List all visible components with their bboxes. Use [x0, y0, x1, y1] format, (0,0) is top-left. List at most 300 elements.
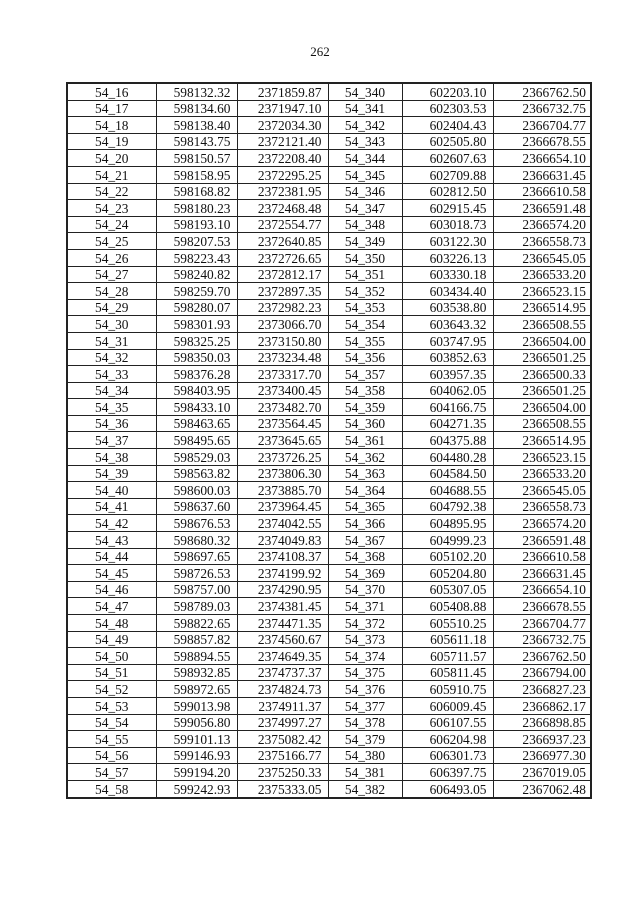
point-id-left-cell: 54_54 — [67, 714, 156, 731]
table-row — [67, 581, 591, 598]
x-coordinate-left-cell: 598223.43 — [156, 249, 237, 266]
y-coordinate-right-cell: 2366533.20 — [493, 465, 591, 482]
table-row — [67, 316, 591, 333]
point-id-left-cell: 54_47 — [67, 598, 156, 615]
point-id-left-cell: 54_57 — [67, 764, 156, 781]
x-coordinate-right-cell: 604584.50 — [402, 465, 493, 482]
x-coordinate-left-cell: 599013.98 — [156, 697, 237, 714]
x-coordinate-right-cell: 606397.75 — [402, 764, 493, 781]
x-coordinate-right-cell: 606009.45 — [402, 697, 493, 714]
table-row — [67, 117, 591, 134]
point-id-right-cell: 54_354 — [328, 316, 402, 333]
y-coordinate-right-cell: 2366678.55 — [493, 598, 591, 615]
x-coordinate-right-cell: 603226.13 — [402, 249, 493, 266]
x-coordinate-right-cell: 606493.05 — [402, 780, 493, 797]
point-id-right-cell: 54_361 — [328, 432, 402, 449]
x-coordinate-left-cell: 598301.93 — [156, 316, 237, 333]
y-coordinate-right-cell: 2366937.23 — [493, 731, 591, 748]
x-coordinate-right-cell: 604375.88 — [402, 432, 493, 449]
y-coordinate-right-cell: 2366827.23 — [493, 681, 591, 698]
x-coordinate-left-cell: 598134.60 — [156, 100, 237, 117]
x-coordinate-left-cell: 598180.23 — [156, 200, 237, 217]
point-id-left-cell: 54_19 — [67, 133, 156, 150]
table-row — [67, 747, 591, 764]
y-coordinate-right-cell: 2366523.15 — [493, 283, 591, 300]
point-id-left-cell: 54_41 — [67, 498, 156, 515]
table-row — [67, 731, 591, 748]
x-coordinate-right-cell: 605510.25 — [402, 615, 493, 632]
x-coordinate-right-cell: 603330.18 — [402, 266, 493, 283]
y-coordinate-right-cell: 2366898.85 — [493, 714, 591, 731]
x-coordinate-left-cell: 599056.80 — [156, 714, 237, 731]
x-coordinate-left-cell: 598433.10 — [156, 399, 237, 416]
point-id-right-cell: 54_379 — [328, 731, 402, 748]
table-row — [67, 399, 591, 416]
point-id-right-cell: 54_371 — [328, 598, 402, 615]
y-coordinate-left-cell: 2374911.37 — [237, 697, 328, 714]
y-coordinate-right-cell: 2366631.45 — [493, 565, 591, 582]
page-number: 262 — [310, 44, 330, 59]
x-coordinate-left-cell: 598726.53 — [156, 565, 237, 582]
x-coordinate-right-cell: 603643.32 — [402, 316, 493, 333]
table-row — [67, 283, 591, 300]
y-coordinate-left-cell: 2373066.70 — [237, 316, 328, 333]
point-id-right-cell: 54_362 — [328, 449, 402, 466]
point-id-right-cell: 54_360 — [328, 415, 402, 432]
point-id-right-cell: 54_381 — [328, 764, 402, 781]
point-id-right-cell: 54_358 — [328, 382, 402, 399]
point-id-right-cell: 54_352 — [328, 283, 402, 300]
y-coordinate-right-cell: 2366631.45 — [493, 166, 591, 183]
point-id-left-cell: 54_53 — [67, 697, 156, 714]
y-coordinate-left-cell: 2374649.35 — [237, 648, 328, 665]
y-coordinate-right-cell: 2366678.55 — [493, 133, 591, 150]
point-id-right-cell: 54_375 — [328, 664, 402, 681]
x-coordinate-left-cell: 598757.00 — [156, 581, 237, 598]
y-coordinate-left-cell: 2372812.17 — [237, 266, 328, 283]
x-coordinate-right-cell: 605307.05 — [402, 581, 493, 598]
point-id-right-cell: 54_372 — [328, 615, 402, 632]
y-coordinate-left-cell: 2374824.73 — [237, 681, 328, 698]
point-id-right-cell: 54_349 — [328, 233, 402, 250]
y-coordinate-left-cell: 2373645.65 — [237, 432, 328, 449]
y-coordinate-right-cell: 2366762.50 — [493, 648, 591, 665]
point-id-right-cell: 54_373 — [328, 631, 402, 648]
point-id-right-cell: 54_374 — [328, 648, 402, 665]
y-coordinate-right-cell: 2366508.55 — [493, 316, 591, 333]
x-coordinate-left-cell: 598676.53 — [156, 515, 237, 532]
point-id-left-cell: 54_48 — [67, 615, 156, 632]
x-coordinate-right-cell: 602812.50 — [402, 183, 493, 200]
y-coordinate-right-cell: 2366501.25 — [493, 382, 591, 399]
x-coordinate-right-cell: 602915.45 — [402, 200, 493, 217]
x-coordinate-left-cell: 598150.57 — [156, 150, 237, 167]
y-coordinate-left-cell: 2374049.83 — [237, 532, 328, 549]
y-coordinate-right-cell: 2366732.75 — [493, 631, 591, 648]
y-coordinate-right-cell: 2366610.58 — [493, 548, 591, 565]
x-coordinate-right-cell: 606301.73 — [402, 747, 493, 764]
point-id-left-cell: 54_45 — [67, 565, 156, 582]
y-coordinate-left-cell: 2372121.40 — [237, 133, 328, 150]
point-id-left-cell: 54_55 — [67, 731, 156, 748]
y-coordinate-left-cell: 2372208.40 — [237, 150, 328, 167]
y-coordinate-right-cell: 2366504.00 — [493, 399, 591, 416]
table-row — [67, 299, 591, 316]
point-id-right-cell: 54_378 — [328, 714, 402, 731]
x-coordinate-right-cell: 602404.43 — [402, 117, 493, 134]
y-coordinate-left-cell: 2373806.30 — [237, 465, 328, 482]
table-row — [67, 266, 591, 283]
point-id-left-cell: 54_51 — [67, 664, 156, 681]
point-id-left-cell: 54_21 — [67, 166, 156, 183]
y-coordinate-right-cell: 2367062.48 — [493, 780, 591, 797]
table-row — [67, 515, 591, 532]
x-coordinate-left-cell: 598789.03 — [156, 598, 237, 615]
y-coordinate-left-cell: 2372295.25 — [237, 166, 328, 183]
point-id-left-cell: 54_49 — [67, 631, 156, 648]
x-coordinate-left-cell: 598600.03 — [156, 482, 237, 499]
table-row — [67, 482, 591, 499]
point-id-right-cell: 54_356 — [328, 349, 402, 366]
table-row — [67, 349, 591, 366]
y-coordinate-left-cell: 2374290.95 — [237, 581, 328, 598]
table-row — [67, 615, 591, 632]
x-coordinate-right-cell: 605204.80 — [402, 565, 493, 582]
y-coordinate-right-cell: 2366591.48 — [493, 200, 591, 217]
point-id-left-cell: 54_46 — [67, 581, 156, 598]
point-id-right-cell: 54_365 — [328, 498, 402, 515]
y-coordinate-left-cell: 2375166.77 — [237, 747, 328, 764]
table-row — [67, 415, 591, 432]
point-id-right-cell: 54_380 — [328, 747, 402, 764]
x-coordinate-right-cell: 602303.53 — [402, 100, 493, 117]
y-coordinate-right-cell: 2366501.25 — [493, 349, 591, 366]
x-coordinate-right-cell: 605910.75 — [402, 681, 493, 698]
x-coordinate-left-cell: 598240.82 — [156, 266, 237, 283]
point-id-left-cell: 54_34 — [67, 382, 156, 399]
x-coordinate-left-cell: 598932.85 — [156, 664, 237, 681]
x-coordinate-left-cell: 598325.25 — [156, 332, 237, 349]
x-coordinate-right-cell: 605611.18 — [402, 631, 493, 648]
table-row — [67, 200, 591, 217]
table-row — [67, 697, 591, 714]
y-coordinate-right-cell: 2366762.50 — [493, 83, 591, 100]
y-coordinate-left-cell: 2374042.55 — [237, 515, 328, 532]
table-row — [67, 432, 591, 449]
point-id-left-cell: 54_56 — [67, 747, 156, 764]
y-coordinate-right-cell: 2366533.20 — [493, 266, 591, 283]
y-coordinate-right-cell: 2366977.30 — [493, 747, 591, 764]
x-coordinate-left-cell: 598350.03 — [156, 349, 237, 366]
x-coordinate-right-cell: 602203.10 — [402, 83, 493, 100]
y-coordinate-left-cell: 2374997.27 — [237, 714, 328, 731]
y-coordinate-right-cell: 2366591.48 — [493, 532, 591, 549]
point-id-right-cell: 54_350 — [328, 249, 402, 266]
y-coordinate-right-cell: 2366574.20 — [493, 515, 591, 532]
point-id-right-cell: 54_357 — [328, 366, 402, 383]
y-coordinate-left-cell: 2371947.10 — [237, 100, 328, 117]
y-coordinate-right-cell: 2366514.95 — [493, 432, 591, 449]
point-id-left-cell: 54_16 — [67, 83, 156, 100]
point-id-left-cell: 54_31 — [67, 332, 156, 349]
point-id-left-cell: 54_28 — [67, 283, 156, 300]
point-id-left-cell: 54_39 — [67, 465, 156, 482]
x-coordinate-left-cell: 598403.95 — [156, 382, 237, 399]
x-coordinate-right-cell: 604062.05 — [402, 382, 493, 399]
point-id-left-cell: 54_43 — [67, 532, 156, 549]
x-coordinate-left-cell: 598259.70 — [156, 283, 237, 300]
point-id-right-cell: 54_382 — [328, 780, 402, 797]
point-id-left-cell: 54_44 — [67, 548, 156, 565]
point-id-right-cell: 54_368 — [328, 548, 402, 565]
x-coordinate-right-cell: 603122.30 — [402, 233, 493, 250]
x-coordinate-left-cell: 598637.60 — [156, 498, 237, 515]
table-row — [67, 598, 591, 615]
point-id-left-cell: 54_30 — [67, 316, 156, 333]
y-coordinate-right-cell: 2366704.77 — [493, 615, 591, 632]
table-row — [67, 631, 591, 648]
y-coordinate-right-cell: 2366558.73 — [493, 498, 591, 515]
point-id-right-cell: 54_363 — [328, 465, 402, 482]
y-coordinate-left-cell: 2375333.05 — [237, 780, 328, 797]
table-row — [67, 249, 591, 266]
x-coordinate-left-cell: 598143.75 — [156, 133, 237, 150]
point-id-left-cell: 54_20 — [67, 150, 156, 167]
point-id-right-cell: 54_364 — [328, 482, 402, 499]
point-id-left-cell: 54_33 — [67, 366, 156, 383]
point-id-left-cell: 54_26 — [67, 249, 156, 266]
table-row — [67, 681, 591, 698]
y-coordinate-left-cell: 2372468.48 — [237, 200, 328, 217]
x-coordinate-left-cell: 598822.65 — [156, 615, 237, 632]
x-coordinate-left-cell: 598168.82 — [156, 183, 237, 200]
y-coordinate-left-cell: 2374108.37 — [237, 548, 328, 565]
y-coordinate-right-cell: 2366732.75 — [493, 100, 591, 117]
point-id-right-cell: 54_346 — [328, 183, 402, 200]
point-id-left-cell: 54_42 — [67, 515, 156, 532]
table-row — [67, 648, 591, 665]
table-row — [67, 714, 591, 731]
y-coordinate-right-cell: 2366514.95 — [493, 299, 591, 316]
point-id-right-cell: 54_347 — [328, 200, 402, 217]
point-id-left-cell: 54_52 — [67, 681, 156, 698]
point-id-left-cell: 54_50 — [67, 648, 156, 665]
y-coordinate-left-cell: 2372381.95 — [237, 183, 328, 200]
table-row — [67, 216, 591, 233]
y-coordinate-right-cell: 2367019.05 — [493, 764, 591, 781]
y-coordinate-left-cell: 2372034.30 — [237, 117, 328, 134]
y-coordinate-left-cell: 2373964.45 — [237, 498, 328, 515]
table-row — [67, 83, 591, 100]
point-id-right-cell: 54_341 — [328, 100, 402, 117]
x-coordinate-left-cell: 598972.65 — [156, 681, 237, 698]
y-coordinate-right-cell: 2366504.00 — [493, 332, 591, 349]
y-coordinate-right-cell: 2366500.33 — [493, 366, 591, 383]
x-coordinate-left-cell: 598280.07 — [156, 299, 237, 316]
point-id-left-cell: 54_38 — [67, 449, 156, 466]
point-id-right-cell: 54_344 — [328, 150, 402, 167]
x-coordinate-right-cell: 603957.35 — [402, 366, 493, 383]
point-id-right-cell: 54_345 — [328, 166, 402, 183]
x-coordinate-right-cell: 604999.23 — [402, 532, 493, 549]
y-coordinate-right-cell: 2366508.55 — [493, 415, 591, 432]
x-coordinate-right-cell: 604271.35 — [402, 415, 493, 432]
y-coordinate-left-cell: 2372554.77 — [237, 216, 328, 233]
x-coordinate-left-cell: 598894.55 — [156, 648, 237, 665]
y-coordinate-left-cell: 2372897.35 — [237, 283, 328, 300]
y-coordinate-left-cell: 2374471.35 — [237, 615, 328, 632]
table-row — [67, 133, 591, 150]
x-coordinate-right-cell: 605711.57 — [402, 648, 493, 665]
x-coordinate-right-cell: 606204.98 — [402, 731, 493, 748]
y-coordinate-left-cell: 2373564.45 — [237, 415, 328, 432]
point-id-right-cell: 54_359 — [328, 399, 402, 416]
point-id-left-cell: 54_58 — [67, 780, 156, 797]
x-coordinate-left-cell: 598158.95 — [156, 166, 237, 183]
table-row — [67, 565, 591, 582]
x-coordinate-left-cell: 598463.65 — [156, 415, 237, 432]
point-id-right-cell: 54_377 — [328, 697, 402, 714]
x-coordinate-left-cell: 598697.65 — [156, 548, 237, 565]
y-coordinate-left-cell: 2373150.80 — [237, 332, 328, 349]
x-coordinate-right-cell: 604792.38 — [402, 498, 493, 515]
point-id-right-cell: 54_340 — [328, 83, 402, 100]
x-coordinate-left-cell: 598857.82 — [156, 631, 237, 648]
x-coordinate-right-cell: 606107.55 — [402, 714, 493, 731]
x-coordinate-left-cell: 598680.32 — [156, 532, 237, 549]
x-coordinate-left-cell: 599146.93 — [156, 747, 237, 764]
point-id-right-cell: 54_353 — [328, 299, 402, 316]
point-id-left-cell: 54_23 — [67, 200, 156, 217]
point-id-left-cell: 54_24 — [67, 216, 156, 233]
point-id-right-cell: 54_369 — [328, 565, 402, 582]
table-row — [67, 332, 591, 349]
table-row — [67, 183, 591, 200]
y-coordinate-right-cell: 2366574.20 — [493, 216, 591, 233]
x-coordinate-right-cell: 604166.75 — [402, 399, 493, 416]
x-coordinate-right-cell: 604688.55 — [402, 482, 493, 499]
y-coordinate-left-cell: 2372726.65 — [237, 249, 328, 266]
point-id-right-cell: 54_370 — [328, 581, 402, 598]
x-coordinate-right-cell: 603018.73 — [402, 216, 493, 233]
point-id-left-cell: 54_18 — [67, 117, 156, 134]
x-coordinate-left-cell: 599101.13 — [156, 731, 237, 748]
y-coordinate-right-cell: 2366794.00 — [493, 664, 591, 681]
point-id-right-cell: 54_376 — [328, 681, 402, 698]
table-row — [67, 382, 591, 399]
x-coordinate-left-cell: 598495.65 — [156, 432, 237, 449]
table-row — [67, 100, 591, 117]
table-row — [67, 449, 591, 466]
coordinates-table-body — [67, 83, 591, 798]
x-coordinate-left-cell: 598529.03 — [156, 449, 237, 466]
y-coordinate-right-cell: 2366545.05 — [493, 482, 591, 499]
y-coordinate-left-cell: 2373400.45 — [237, 382, 328, 399]
x-coordinate-right-cell: 602607.63 — [402, 150, 493, 167]
x-coordinate-left-cell: 598132.32 — [156, 83, 237, 100]
y-coordinate-left-cell: 2371859.87 — [237, 83, 328, 100]
x-coordinate-right-cell: 605408.88 — [402, 598, 493, 615]
x-coordinate-left-cell: 598193.10 — [156, 216, 237, 233]
x-coordinate-left-cell: 598376.28 — [156, 366, 237, 383]
y-coordinate-left-cell: 2373234.48 — [237, 349, 328, 366]
y-coordinate-left-cell: 2374560.67 — [237, 631, 328, 648]
y-coordinate-left-cell: 2373482.70 — [237, 399, 328, 416]
y-coordinate-left-cell: 2374381.45 — [237, 598, 328, 615]
table-row — [67, 498, 591, 515]
x-coordinate-right-cell: 603434.40 — [402, 283, 493, 300]
point-id-right-cell: 54_342 — [328, 117, 402, 134]
table-row — [67, 166, 591, 183]
table-row — [67, 532, 591, 549]
point-id-right-cell: 54_351 — [328, 266, 402, 283]
table-row — [67, 780, 591, 797]
coordinates-table — [66, 82, 592, 799]
x-coordinate-left-cell: 599242.93 — [156, 780, 237, 797]
x-coordinate-right-cell: 603747.95 — [402, 332, 493, 349]
point-id-left-cell: 54_29 — [67, 299, 156, 316]
x-coordinate-right-cell: 604480.28 — [402, 449, 493, 466]
y-coordinate-right-cell: 2366545.05 — [493, 249, 591, 266]
point-id-right-cell: 54_348 — [328, 216, 402, 233]
y-coordinate-left-cell: 2375082.42 — [237, 731, 328, 748]
point-id-right-cell: 54_366 — [328, 515, 402, 532]
x-coordinate-right-cell: 602709.88 — [402, 166, 493, 183]
y-coordinate-right-cell: 2366654.10 — [493, 581, 591, 598]
point-id-right-cell: 54_355 — [328, 332, 402, 349]
y-coordinate-left-cell: 2373317.70 — [237, 366, 328, 383]
point-id-left-cell: 54_36 — [67, 415, 156, 432]
point-id-left-cell: 54_40 — [67, 482, 156, 499]
x-coordinate-left-cell: 598563.82 — [156, 465, 237, 482]
point-id-left-cell: 54_22 — [67, 183, 156, 200]
point-id-left-cell: 54_25 — [67, 233, 156, 250]
x-coordinate-left-cell: 598138.40 — [156, 117, 237, 134]
table-row — [67, 764, 591, 781]
point-id-left-cell: 54_32 — [67, 349, 156, 366]
y-coordinate-right-cell: 2366654.10 — [493, 150, 591, 167]
table-row — [67, 664, 591, 681]
y-coordinate-right-cell: 2366523.15 — [493, 449, 591, 466]
x-coordinate-left-cell: 598207.53 — [156, 233, 237, 250]
y-coordinate-right-cell: 2366862.17 — [493, 697, 591, 714]
point-id-left-cell: 54_35 — [67, 399, 156, 416]
y-coordinate-left-cell: 2374737.37 — [237, 664, 328, 681]
y-coordinate-left-cell: 2372640.85 — [237, 233, 328, 250]
point-id-right-cell: 54_343 — [328, 133, 402, 150]
x-coordinate-right-cell: 605102.20 — [402, 548, 493, 565]
x-coordinate-right-cell: 605811.45 — [402, 664, 493, 681]
y-coordinate-left-cell: 2373726.25 — [237, 449, 328, 466]
x-coordinate-right-cell: 603538.80 — [402, 299, 493, 316]
point-id-left-cell: 54_27 — [67, 266, 156, 283]
y-coordinate-left-cell: 2372982.23 — [237, 299, 328, 316]
x-coordinate-right-cell: 604895.95 — [402, 515, 493, 532]
table-row — [67, 366, 591, 383]
x-coordinate-right-cell: 603852.63 — [402, 349, 493, 366]
table-row — [67, 548, 591, 565]
y-coordinate-right-cell: 2366704.77 — [493, 117, 591, 134]
point-id-right-cell: 54_367 — [328, 532, 402, 549]
point-id-left-cell: 54_17 — [67, 100, 156, 117]
y-coordinate-left-cell: 2375250.33 — [237, 764, 328, 781]
point-id-left-cell: 54_37 — [67, 432, 156, 449]
y-coordinate-left-cell: 2373885.70 — [237, 482, 328, 499]
y-coordinate-left-cell: 2374199.92 — [237, 565, 328, 582]
table-row — [67, 150, 591, 167]
x-coordinate-left-cell: 599194.20 — [156, 764, 237, 781]
y-coordinate-right-cell: 2366558.73 — [493, 233, 591, 250]
